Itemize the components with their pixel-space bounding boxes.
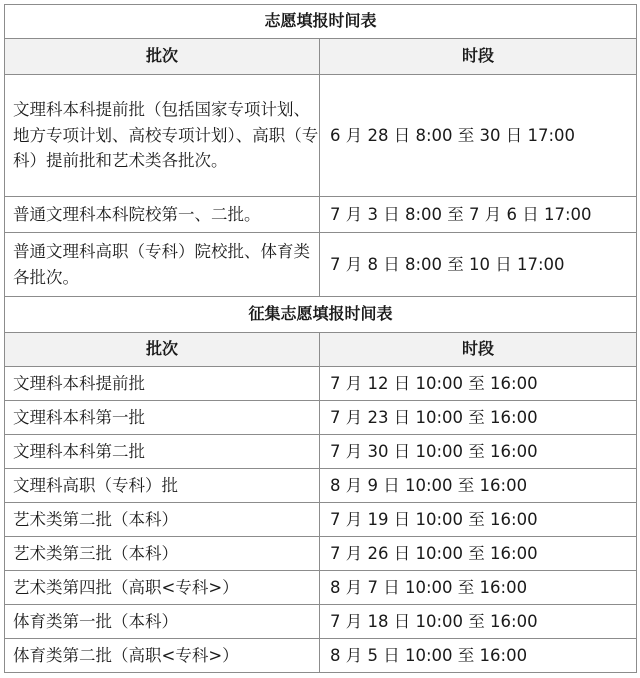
table-row [5, 197, 637, 233]
table-row [5, 401, 637, 435]
header-batch: 批次 [5, 39, 320, 75]
time-cell: 7 月 30 日 10:00 至 16:00 [320, 435, 637, 469]
batch-cell: 普通文理科高职（专科）院校批、体育类各批次。 [5, 233, 320, 297]
batch-cell: 文理科本科第二批 [5, 435, 320, 469]
batch-cell: 文理科本科提前批（包括国家专项计划、地方专项计划、高校专项计划）、高职（专科）提前批和艺术类各批次。 [5, 75, 320, 197]
batch-cell: 艺术类第三批（本科） [5, 537, 320, 571]
time-cell: 7 月 23 日 10:00 至 16:00 [320, 401, 637, 435]
time-cell: 8 月 7 日 10:00 至 16:00 [320, 571, 637, 605]
time-cell: 7 月 18 日 10:00 至 16:00 [320, 605, 637, 639]
schedule-table [4, 4, 637, 673]
batch-cell: 文理科本科第一批 [5, 401, 320, 435]
section2-header-row [5, 333, 637, 367]
table-row [5, 571, 637, 605]
time-cell: 8 月 9 日 10:00 至 16:00 [320, 469, 637, 503]
section1-title-row [5, 5, 637, 39]
table-row [5, 503, 637, 537]
batch-cell: 艺术类第二批（本科） [5, 503, 320, 537]
time-cell: 7 月 3 日 8:00 至 7 月 6 日 17:00 [320, 197, 637, 233]
section1-header-row [5, 39, 637, 75]
header-time: 时段 [320, 333, 637, 367]
time-cell: 8 月 5 日 10:00 至 16:00 [320, 639, 637, 673]
section1-title: 志愿填报时间表 [5, 5, 637, 39]
batch-cell: 体育类第二批（高职<专科>） [5, 639, 320, 673]
table-row [5, 233, 637, 297]
batch-cell: 普通文理科本科院校第一、二批。 [5, 197, 320, 233]
time-cell: 7 月 12 日 10:00 至 16:00 [320, 367, 637, 401]
time-cell: 7 月 19 日 10:00 至 16:00 [320, 503, 637, 537]
batch-cell: 文理科高职（专科）批 [5, 469, 320, 503]
header-batch: 批次 [5, 333, 320, 367]
table-row [5, 367, 637, 401]
batch-cell: 艺术类第四批（高职<专科>） [5, 571, 320, 605]
time-cell: 7 月 8 日 8:00 至 10 日 17:00 [320, 233, 637, 297]
table-row [5, 537, 637, 571]
table-row [5, 469, 637, 503]
header-time: 时段 [320, 39, 637, 75]
table-row [5, 605, 637, 639]
table-row [5, 435, 637, 469]
batch-cell: 体育类第一批（本科） [5, 605, 320, 639]
time-cell: 6 月 28 日 8:00 至 30 日 17:00 [320, 75, 637, 197]
section2-title: 征集志愿填报时间表 [5, 297, 637, 333]
table-row [5, 75, 637, 197]
batch-cell: 文理科本科提前批 [5, 367, 320, 401]
table-row [5, 639, 637, 673]
time-cell: 7 月 26 日 10:00 至 16:00 [320, 537, 637, 571]
section2-title-row [5, 297, 637, 333]
